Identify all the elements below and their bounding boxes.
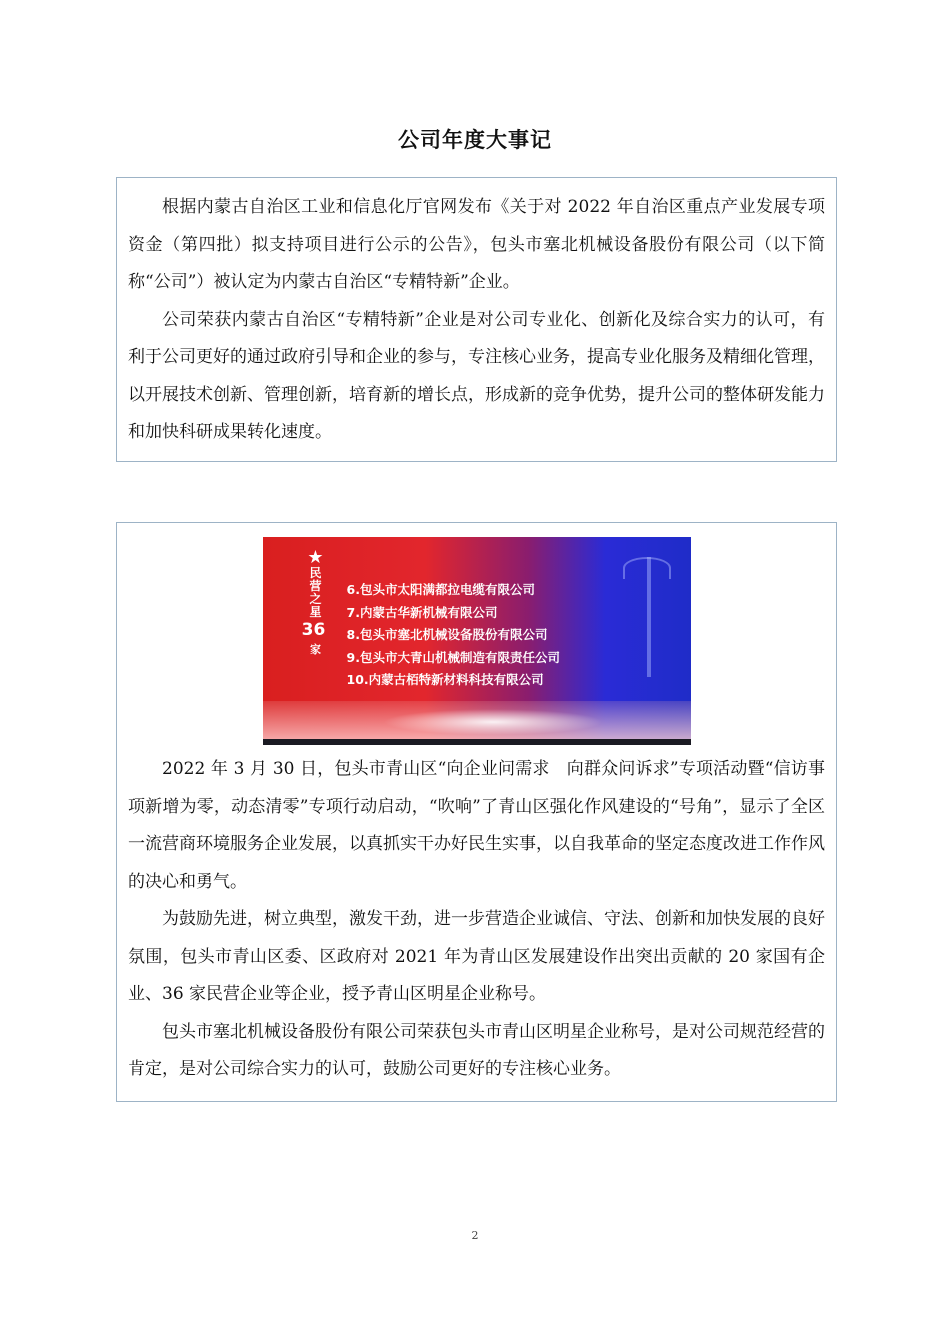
vertical-char: 民 (309, 566, 322, 580)
tower-decoration (647, 557, 651, 677)
vertical-char: 之 (309, 592, 322, 606)
list-item: 9.包头市大青山机械制造有限责任公司 (346, 649, 560, 665)
list-item: 6.包头市太阳满都拉电缆有限公司 (346, 582, 535, 597)
paragraph: 为鼓励先进，树立典型，激发干劲，进一步营造企业诚信、守法、创新和加快发展的良好氛围，包头市青山区委、区政府对 2021 年为青山区发展建设作出突出贡献的 20 家国有企业、36 家民营企业等企业，授予青山区明星企业称号。 (128, 909, 825, 1004)
count-unit: 家 (310, 643, 321, 656)
award-screen-photo (263, 537, 691, 745)
vertical-char: 营 (309, 579, 322, 593)
paragraph: 2022 年 3 月 30 日，包头市青山区“向企业问需求 向群众问诉求”专项活动暨“信访事项新增为零，动态清零”专项行动启动，“吹响”了青山区强化作风建设的“号角”，显示了全区一流营商环境服务企业发展，以真抓实干办好民生实事，以自我革命的坚定态度改进工作作风的决心和勇气。 (128, 759, 825, 892)
paragraph: 根据内蒙古自治区工业和信息化厅官网发布《关于对 2022 年自治区重点产业发展专项资金（第四批）拟支持项目进行公示的公告》，包头市塞北机械设备股份有限公司（以下简称“公司”）被认定为内蒙古自治区“专精特新”企业。 (128, 197, 825, 292)
vertical-label (303, 549, 329, 657)
star-icon: ★ (307, 547, 324, 568)
paragraph: 包头市塞北机械设备股份有限公司荣获包头市青山区明星企业称号，是对公司规范经营的肯定，是对公司综合实力的认可，鼓励公司更好的专注核心业务。 (128, 1021, 825, 1079)
stage-glow (383, 709, 603, 735)
company-list (347, 579, 560, 692)
company-count: 36 (301, 620, 326, 640)
event-box-specialized (116, 177, 837, 462)
page-title: 公司年度大事记 (398, 128, 552, 152)
list-item: 10.内蒙古栢特新材料科技有限公司 (346, 672, 544, 688)
event-box-star-enterprise (116, 522, 837, 1102)
vertical-char: 星 (309, 605, 322, 619)
page-number: 2 (471, 1229, 479, 1242)
list-item: 7.内蒙古华新机械有限公司 (346, 604, 498, 620)
list-item: 8.包头市塞北机械设备股份有限公司 (346, 627, 548, 643)
paragraph: 公司荣获内蒙古自治区“专精特新”企业是对公司专业化、创新化及综合实力的认可，有利于公司更好的通过政府引导和企业的参与，专注核心业务，提高专业化服务及精细化管理，以开展技术创新、管理创新，培育新的增长点，形成新的竞争优势，提升公司的整体研发能力和加快科研成果转化速度。 (128, 309, 825, 442)
stage-edge (263, 739, 691, 745)
